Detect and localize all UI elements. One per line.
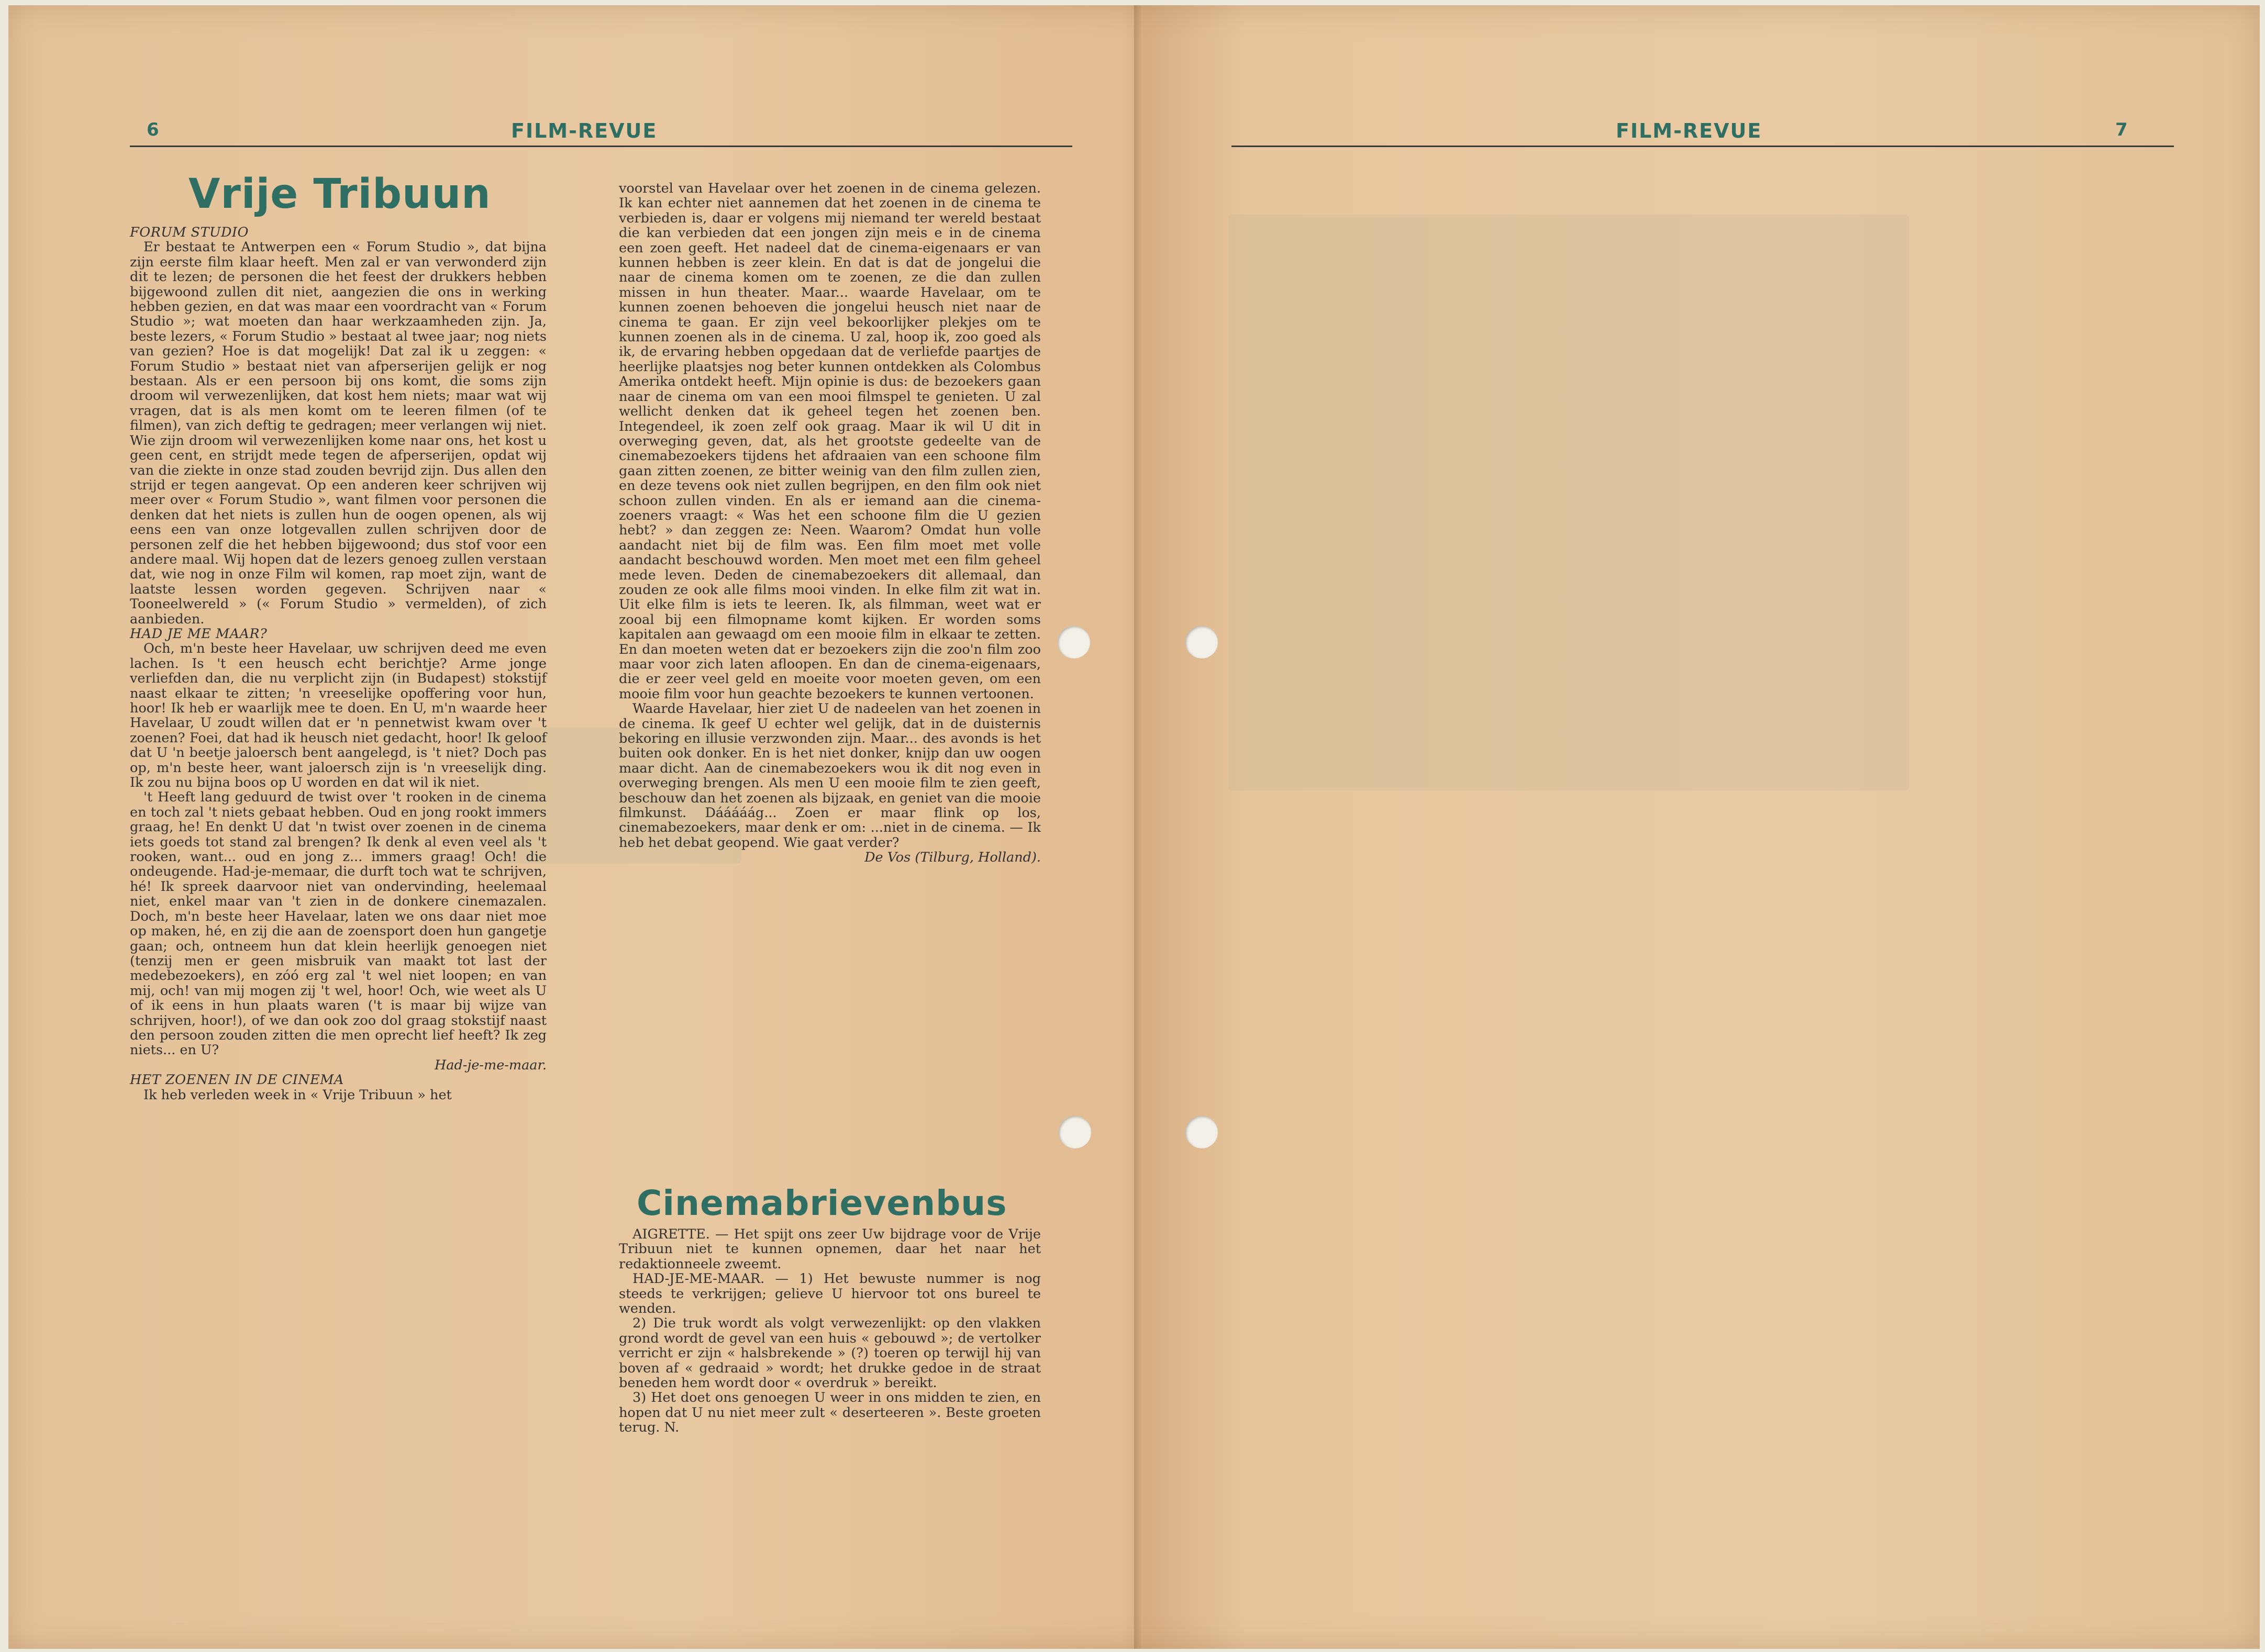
right-running-head: FILM-REVUE xyxy=(1616,119,1762,142)
header-rule xyxy=(1231,146,2174,147)
paragraph: AIGRETTE. — Het spijt ons zeer Uw bijdrage voor de Vrije Tribuun niet te kunnen opnemen, daar het naar het redaktionneele zweemt. xyxy=(619,1226,1041,1272)
magazine-spread xyxy=(8,5,2260,1649)
left-column-2-mail xyxy=(619,1227,1041,1435)
ink-stain xyxy=(1228,215,1909,790)
subheading: HAD JE ME MAAR? xyxy=(130,626,268,642)
paragraph: Ik heb verleden week in « Vrije Tribuun » het xyxy=(143,1087,452,1103)
paragraph: Waarde Havelaar, hier ziet U de nadeelen van het zoenen in de cinema. Ik geef U echter wel gelijk, dat in de duisternis bekoring en illusie verzwonden zijn. Maar... des avonds is het buiten ook donker. En is het niet donker, knijp dan uw oogen maar dicht. Aan de cinemabezoekers wou ik dit nog even in overweging brengen. Als men U een mooie film te zien geeft, beschouw dan het zoenen als bijzaak, en geniet van die mooie filmkunst. Dááááág... Zoen er maar flink op los, cinemabezoekers, maar denk er om: ...niet in de cinema. — Ik heb het debat geopend. Wie gaat verder? xyxy=(619,701,1041,851)
binding-hole xyxy=(1058,626,1090,658)
binding-hole xyxy=(1185,1116,1218,1148)
center-gutter xyxy=(1134,5,1141,1649)
signature: De Vos (Tilburg, Holland). xyxy=(864,850,1041,866)
signature: Had-je-me-maar. xyxy=(435,1057,547,1073)
header-rule xyxy=(130,146,1072,147)
section-title-vrije-tribuun: Vrije Tribuun xyxy=(188,171,491,218)
left-column-2 xyxy=(619,181,1041,865)
paragraph: HAD-JE-ME-MAAR. — 1) Het bewuste nummer is nog steeds te verkrijgen; gelieve U hiervoor tot ons bureel te wenden. xyxy=(619,1271,1041,1317)
left-page-number: 6 xyxy=(147,119,160,140)
binding-hole xyxy=(1059,1116,1091,1148)
binding-hole xyxy=(1185,626,1218,658)
paragraph: Er bestaat te Antwerpen een « Forum Studio », dat bijna zijn eerste film klaar heeft. Men zal er van verwonderd zijn dit te lezen; de personen die het feest der drukkers hebben bijgewoond zullen dit niet, aangezien die ons in werking hebben gezien, en dat was maar een voordracht van « Forum Studio »; wat moeten dan haar werkzaamheden zijn. Ja, beste lezers, « Forum Studio » bestaat al twee jaar; nog niets van gezien? Hoe is dat mogelijk! Dat zal ik u zeggen: « Forum Studio » bestaat niet van afperserijen gelijk er nog bestaan. Als er een persoon bij ons komt, die soms zijn droom wil verwezenlijken, dat kost hem niets; maar wat wij vragen, dat is als men komt om te leeren filmen (of te filmen), van zich deftig te gedragen; meer verlangen wij niet. Wie zijn droom wil verwezenlijken kome naar ons, het kost u geen cent, en strijdt mede tegen de afperserijen, opdat wij van die ziekte in onze stad zouden bevrijd zijn. Dus allen den strijd er tegen aangevat. Op een anderen keer schrijven wij meer over « Forum Studio », want filmen voor personen die denken dat het niets is zullen hun de oogen openen, als wij eens een van onze lotgevallen zullen schrijven door de personen zelf die het hebben bijgewoond; dus stof voor een andere maal. Wij hopen dat de lezers genoeg zullen verstaan dat, wie nog in onze Film wil komen, rap moet zijn, want de laatste lessen worden gegeven. Schrijven naar « Tooneelwereld » (« Forum Studio » vermelden), of zich aanbieden. xyxy=(130,239,547,627)
subheading: HET ZOENEN IN DE CINEMA xyxy=(130,1072,344,1088)
paragraph: 3) Het doet ons genoegen U weer in ons midden te zien, en hopen dat U nu niet meer zult « deserteeren ». Beste groeten terug. N. xyxy=(619,1390,1041,1436)
subheading: FORUM STUDIO xyxy=(130,225,249,240)
paragraph: voorstel van Havelaar over het zoenen in de cinema gelezen. Ik kan echter niet aannemen dat het zoenen in de cinema te verbieden is, daar er volgens mij niemand ter wereld bestaat die kan verbieden dat een jongen zijn meis e in de cinema een zoen geeft. Het nadeel dat de cinema-eigenaars er van kunnen hebben is zeer klein. En dat is dat de jongelui die naar de cinema komen om te zoenen, ze die dan zullen missen in hun theater. Maar... waarde Havelaar, om te kunnen zoenen behoeven die jongelui heusch niet naar de cinema te gaan. Er zijn veel bekoorlijker plekjes om te kunnen zoenen als in de cinema. U zal, hoop ik, zoo goed als ik, de ervaring hebben opgedaan dat de verliefde paartjes de heerlijke plaatsjes nog beter kunnen ontdekken als Colombus Amerika ontdekt heeft. Mijn opinie is dus: de bezoekers gaan naar de cinema om van een mooi filmspel te genieten. U zal wellicht denken dat ik geheel tegen het zoenen ben. Integendeel, ik zoen zelf ook graag. Maar ik wil U dit in overweging geven, dat, als het grootste gedeelte van de cinemabezoekers tijdens het afdraaien van een schoone film gaan zitten zoenen, ze bitter weinig van den film zullen zien, en deze tevens ook niet zullen begrijpen, en den film ook niet schoon zullen vinden. En als er iemand aan die cinema-zoeners vraagt: « Was het een schoone film die U gezien hebt? » dan zeggen ze: Neen. Waarom? Omdat hun volle aandacht niet bij de film was. Een film moet met volle aandacht beschouwd worden. Men moet met een film geheel mede leven. Deden de cinemabezoekers dit allemaal, dan zouden ze ook alle films mooi vinden. In elke film zit wat in. Uit elke film is iets te leeren. Ik, als filmman, weet wat er zooal bij een filmopname komt kijken. Er worden soms kapitalen aan gewaagd om een mooie film in elkaar te zetten. En dan moeten weten dat er bezoekers zijn die zoo'n film zoo maar voor zich laten afloopen. En dan de cinema-eigenaars, die er zeer veel geld en moeite voor moeten geven, om een mooie film voor hun geachte bezoekers te kunnen vertoonen. xyxy=(619,181,1041,702)
paragraph: 2) Die truk wordt als volgt verwezenlijkt: op den vlakken grond wordt de gevel van een huis « gebouwd »; de vertolker verricht er zijn « halsbrekende » (?) toeren op terwijl hij van boven af « gedraaid » wordt; het drukke gedoe in de straat beneden hem wordt door « overdruk » bereikt. xyxy=(619,1315,1041,1391)
left-running-head: FILM-REVUE xyxy=(511,119,658,142)
paragraph: Och, m'n beste heer Havelaar, uw schrijven deed me even lachen. Is 't een heusch echt berichtje? Arme jonge verliefden dan, die nu verplicht zijn (in Budapest) stokstijf naast elkaar te zitten; 'n vreeselijke opoffering voor hun, hoor! Ik heb er waarlijk mee te doen. En U, m'n waarde heer Havelaar, U zoudt willen dat er 'n pennetwist kwam over 't zoenen? Foei, dat had ik heusch niet gedacht, hoor! Ik geloof dat U 'n beetje jaloersch bent aangelegd, is 't niet? Doch pas op, m'n beste heer, want jaloersch zijn is 'n vreeselijk ding. Ik zou nu bijna boos op U worden en dat wil ik niet. xyxy=(130,641,547,791)
section-title-cinemabrievenbus: Cinemabrievenbus xyxy=(637,1183,1007,1223)
left-column-1 xyxy=(130,225,547,1102)
right-page-number: 7 xyxy=(2115,119,2129,140)
paragraph: 't Heeft lang geduurd de twist over 't rooken in de cinema en toch zal 't niets gebaat hebben. Oud en jong rookt immers graag, he! En denkt U dat 'n twist over zoenen in de cinema iets goeds tot stand zal brengen? Ik denk al even veel als 't rooken, want... oud en jong z... immers graag! Och! die ondeugende. Had-je-memaar, die durft toch wat te schrijven, hé! Ik spreek daarvoor niet van ondervinding, heelemaal niet, enkel maar van 't zien in de donkere cinemazalen. Doch, m'n beste heer Havelaar, laten we ons daar niet moe op maken, hé, en zij die aan de zoensport doen hun gangetje gaan; och, ontneem hun dat klein heerlijk genoegen niet (tenzij men er geen misbruik van maakt tot last der medebezoekers), en zóó erg zal 't wel niet loopen; en van mij, och! van mij mogen zij 't wel, hoor! Och, wie weet als U of ik eens in hun plaats waren ('t is maar bij wijze van schrijven, hoor!), of we dan ook zoo dol graag stokstijf naast den persoon zouden zitten die men oprecht lief heeft? Ik zeg niets... en U? xyxy=(130,789,547,1058)
